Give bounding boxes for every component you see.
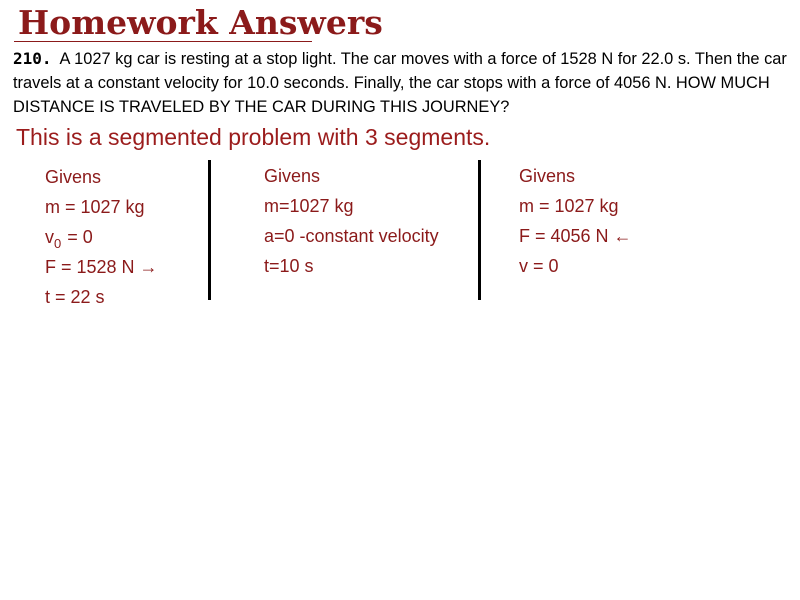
problem-number: 210. <box>13 49 52 68</box>
column-divider <box>208 160 211 300</box>
givens-heading: Givens <box>264 166 321 186</box>
given-mass: m = 1027 kg <box>519 196 619 216</box>
velocity-value: = 0 <box>67 227 93 247</box>
velocity-subscript: 0 <box>54 236 62 251</box>
given-mass: m = 1027 kg <box>45 197 145 217</box>
velocity-symbol: v <box>45 227 54 247</box>
givens-heading: Givens <box>519 166 576 186</box>
given-initial-velocity <box>45 222 158 252</box>
segment-1-givens <box>45 162 158 312</box>
given-time: t=10 s <box>264 256 314 276</box>
column-divider <box>478 160 481 300</box>
given-force: F = 1528 N → <box>45 257 158 277</box>
title-underline <box>14 41 312 42</box>
given-mass: m=1027 kg <box>264 196 354 216</box>
problem-text: A 1027 kg car is resting at a stop light. The car moves with a force of 1528 N for 22.0 s. Then the car travels at a constant velocity for 10.0 seconds. Finally, the car stops with a force of 4056 N. HOW MUCH DISTANCE IS TRAVELED BY THE CAR DURING THIS JOURNEY? <box>13 50 787 116</box>
given-force: F = 4056 N ← <box>519 226 632 246</box>
given-final-velocity: v = 0 <box>519 256 559 276</box>
given-time: t = 22 s <box>45 287 105 307</box>
segment-summary: This is a segmented problem with 3 segments. <box>16 124 491 150</box>
page-title: Homework Answers <box>18 3 383 42</box>
segment-3-givens <box>519 161 632 281</box>
givens-heading: Givens <box>45 167 102 187</box>
segment-2-givens <box>264 161 439 281</box>
problem-statement <box>13 47 788 119</box>
given-acceleration: a=0 -constant velocity <box>264 226 439 246</box>
